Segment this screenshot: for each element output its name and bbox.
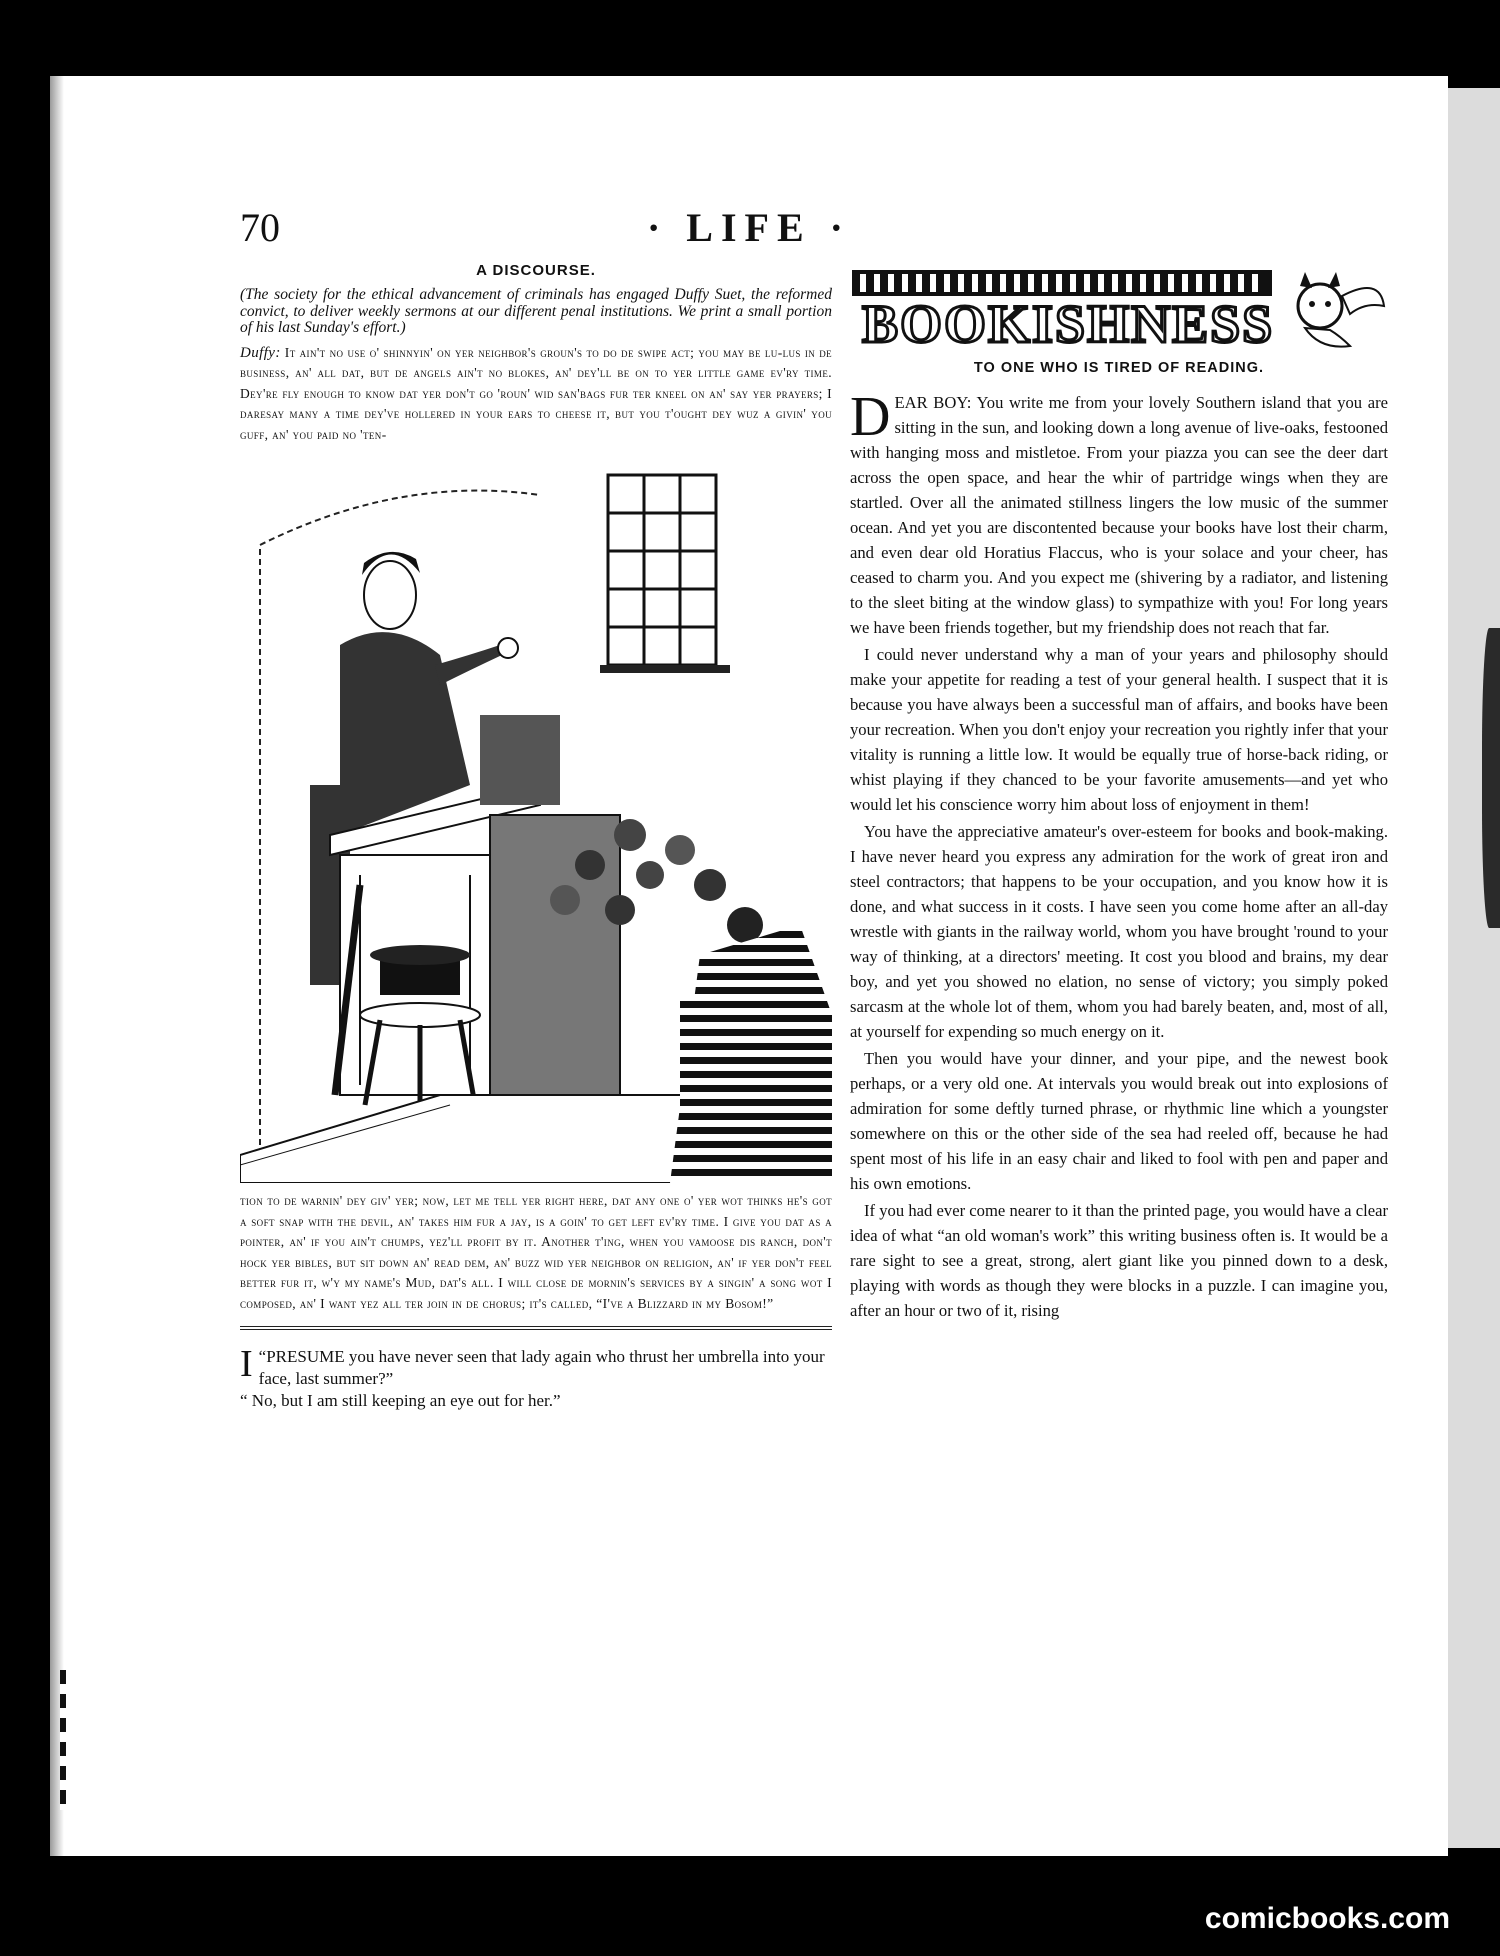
bookishness-dropcap: D [850,386,891,448]
bookishness-paragraph-1 [850,386,1388,640]
discourse-intro: (The society for the ethical advancement of criminals has engaged Duffy Suet, the reformed convict, to deliver weekly sermons at our different penal institutions. We print a small portion of his last Sunday's effort.) [240,286,832,336]
page-number: 70 [240,205,280,250]
window-shape [608,475,716,665]
page-header [50,204,1448,264]
joke-dropcap: I [240,1343,253,1385]
magazine-title: · LIFE · [646,205,852,250]
adjacent-page-ink [1482,628,1500,928]
discourse-column [240,262,832,1412]
page-gutter-shadow [50,76,64,1856]
bookishness-subtitle: TO ONE WHO IS TIRED OF READING. [973,360,1265,376]
bookishness-column [850,266,1388,1325]
bookishness-banner [850,266,1388,354]
joke-quote [240,1343,832,1390]
discourse-part1-text: It ain't no use o' shinnyin' on yer neighbor's groun's to do de swipe act; you may be lu-lus in de business, an' all dat, but de angels ain't no blokes, an' dey'll be on to yer little game ev'ry time. Dey're fly enough to know dat yer don't go 'roun' wid san'bags fur ter kneel on an' say yer prayers; I daresay many a time dey've hollered in your ears to cheese it, but you t'ought dey wuz a givin' you guff, an' you paid no 'ten- [240,344,832,442]
bookishness-paragraph-4: Then you would have your dinner, and your pipe, and the newest book perhaps, or a very old one. At intervals you would break out into explosions of admiration for some deftly turned phrase, or rhythmic line which a youngster somewhere on this or the other side of the sea had reeled off, because he had spent most of his life in an easy chair and liked to fool with pen and paper and his own emotions. [850,1049,1388,1193]
sermon-illustration [240,455,832,1183]
magazine-page [50,76,1448,1856]
section-divider [240,1326,832,1330]
paragraph-1-text: EAR BOY: You write me from your lovely Southern island that you are sitting in the sun, and looking down a long avenue of live-oaks, festooned with hanging moss and mistletoe. From your piazza you can see the deer dart across the open space, and hear the whir of partridge wings when they are startled. Over all the animated stillness lingers the low music of the summer ocean. And yet you are discontented because your books have lost their charm, and even dear old Horatius Flaccus, who is your solace and your cheer, has ceased to charm you. And you expect me (shivering by a radiator, and listening to the sleet biting at the window glass) to sympathize with you! For long years we have been friends together, but my friendship does not reach that far. [850,393,1388,637]
scan-edge-marks [60,1670,66,1810]
discourse-text-part1 [240,343,832,446]
watermark: comicbooks.com [1204,1902,1450,1935]
joke-line1: PRESUME you have never seen that lady again who thrust her umbrella into your face, last summer?” [258,1347,825,1388]
cherub-icon [1298,272,1384,347]
banner-lettering: BOOKISHNESS [862,294,1275,354]
discourse-text-part2: tion to de warnin' dey giv' yer; now, let me tell yer right here, dat any one o' yer wot thinks he's got a soft snap with the devil, an' takes him fur a jay, is a goin' to get left ev'ry time. I give you dat as a pointer, an' if you ain't chumps, yez'll profit by it. Another t'ing, when you vamoose dis ranch, don't hock yer bibles, but sit down an' read dem, an' buzz wid yer neighbor on religion, an' if yer don't feel better fur it, w'y my name's Mud, dat's all. I will close de mornin's services by a singin' a song wot I composed, an' I want yez all ter join in de chorus; it's called, “I've a Blizzard in my Bosom!” [240,1193,832,1311]
bookishness-paragraph-3: You have the appreciative amateur's over-esteem for books and book-making. I have never heard you express any admiration for the work of great iron and steel contractors; that happens to be your occupation, and you know how it is done, and what success in it costs. I have seen you come home after an all-day wrestle with giants in the railway world, whom you have brought 'round to your way of thinking, at a directors' meeting. It cost you blood and brains, my dear boy, and yet you showed no elation, no sense of victory; you simply poked sarcasm at the whole lot of them, whom you had barely beaten, and, most of all, at yourself for expending so much energy on it. [850,822,1388,1041]
open-quote: “ [258,1347,267,1366]
adjacent-page-edge [1444,88,1500,1848]
joke-reply: “ No, but I am still keeping an eye out for her.” [240,1391,561,1410]
bookishness-paragraph-2: I could never understand why a man of your years and philosophy should make your appetite for reading a test of your general health. I suspect that it is because you have always been a successful man of affairs, and books have been your recreation. When you don't enjoy your recreation you rightly infer that your vitality is running a little low. It would be equally true of horse-back riding, or whist playing if they chanced to be your favorite amusements—and yet who would let his conscience worry him about loss of enjoyment in them! [850,645,1388,814]
discourse-title: A DISCOURSE. [476,262,596,279]
bookishness-paragraph-5: If you had ever come nearer to it than the printed page, you would have a clear idea of what “an old woman's work” this writing business often is. It would be a rare sight to see a great, strong, alert giant like you pinned down to a desk, playing with words as though they were blocks in a puzzle. I can imagine you, after an hour or two of it, rising [850,1201,1388,1320]
speaker-label: Duffy: [240,344,281,361]
